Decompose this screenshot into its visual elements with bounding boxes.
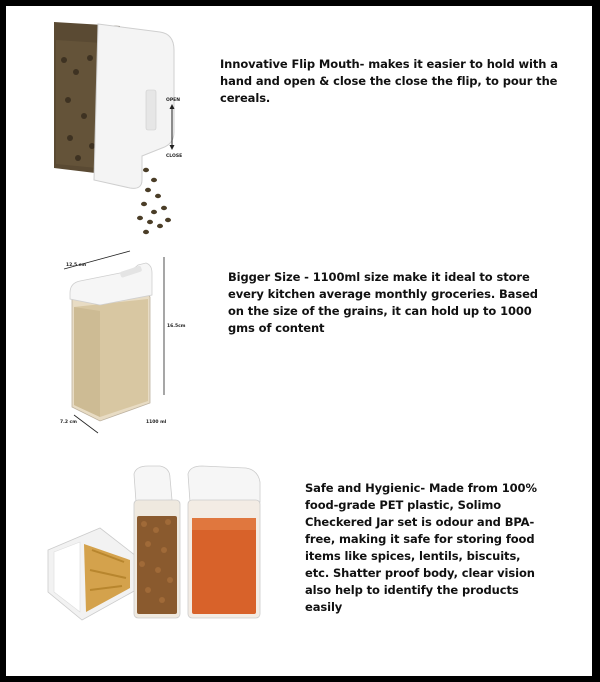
- flip-mouth-illustration: [50, 20, 200, 240]
- flip-lid: [94, 24, 174, 188]
- size-dimension-illustration: [60, 245, 205, 435]
- height-label: 16.5cm: [167, 324, 186, 329]
- open-label: OPEN: [166, 98, 180, 103]
- depth-label: 7.2 cm: [60, 420, 77, 425]
- middle-jar: [134, 466, 180, 618]
- lentil-content: [192, 518, 256, 614]
- right-jar: [188, 466, 260, 618]
- jar-set-illustration: [40, 460, 270, 635]
- feature-safe-hygienic-text: Safe and Hygienic- Made from 100% food-grade PET plastic, Solimo Checkered Jar set is odour and BPA-free, making it safe for storing food items like spices, lentils, biscuits, etc. Shatter proof body, clear vision also help to identify the products easily: [305, 481, 537, 614]
- feature-flip-mouth-text: Innovative Flip Mouth- makes it easier to hold with a hand and open & close the close the flip, to pour the cereals.: [220, 57, 558, 105]
- feature-bigger-size-text: Bigger Size - 1100ml size make it ideal to store every kitchen average monthly groceries. Based on the size of the grains, it can hold up to 1000 gms of content: [228, 270, 538, 335]
- tilted-jar: [48, 528, 136, 620]
- width-label: 12.5 cm: [66, 263, 87, 268]
- capacity-label: 1100 ml: [146, 420, 167, 425]
- close-label: CLOSE: [166, 154, 183, 159]
